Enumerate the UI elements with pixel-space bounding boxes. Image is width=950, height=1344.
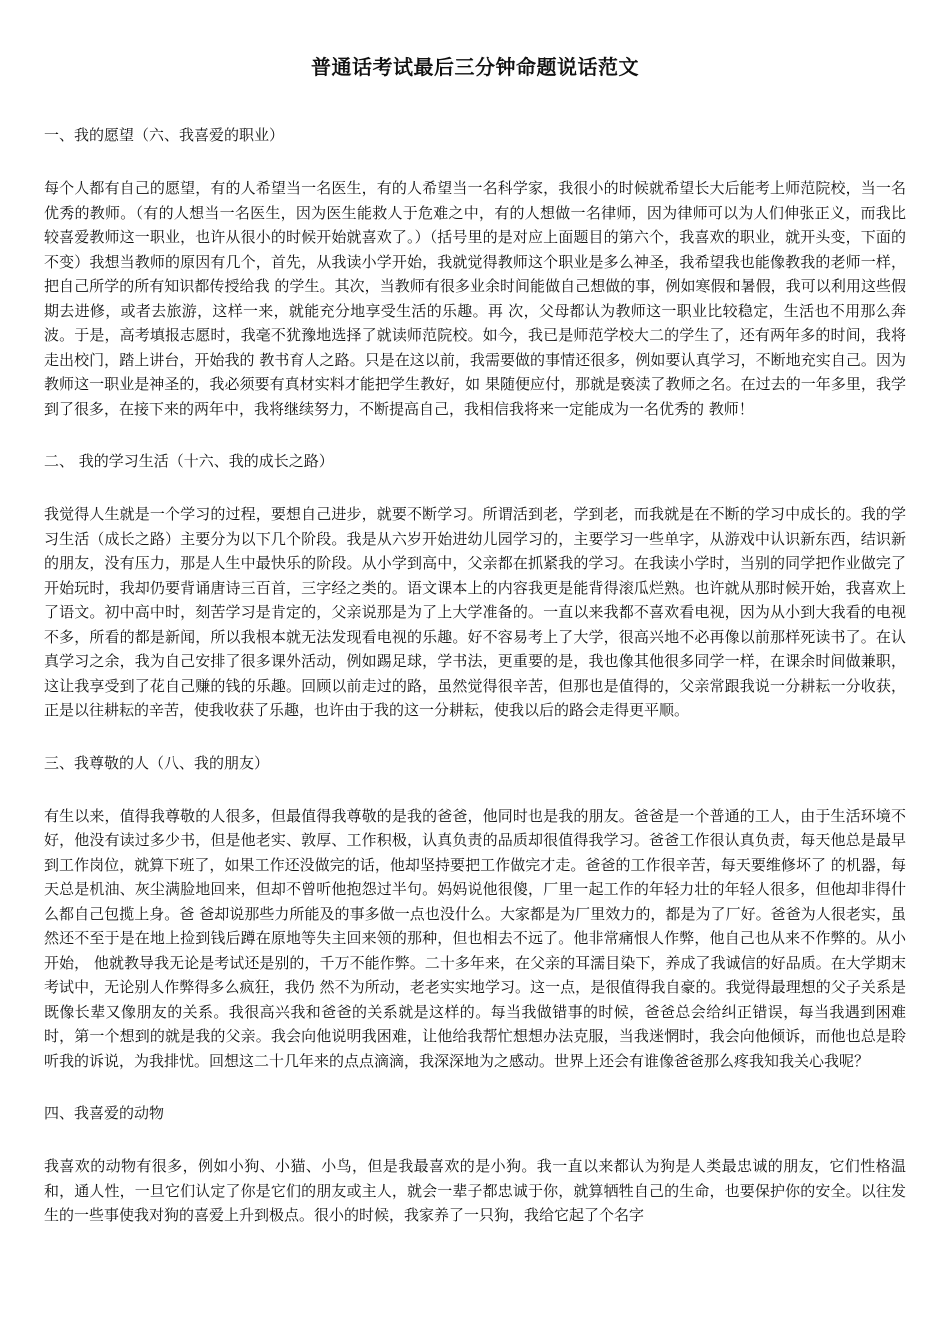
- section-heading: 三、我尊敬的人（八、我的朋友）: [44, 753, 270, 772]
- section-body: 每个人都有自己的愿望，有的人希望当一名医生，有的人希望当一名科学家，我很小的时候就希望长大后能考上师范院校，当一名优秀的教师。（有的人想当一名医生，因为医生能救人于危难之中，有的人想做一名律师，因为律师可以为人们伸张正义，而我比较喜爱教师这一职业，也许从很小的时候开始就喜欢了。）（括号里的是对应上面题目的第六个，我喜欢的职业，就开头变，下面的不变）我想当教师的原因有几个，首先，从我读小学开始，我就觉得教师这个职业是多么神圣，我希望我也能像教我的老师一样，把自己所学的所有知识都传授给我 的学生。其次，当教师有很多业余时间能做自己想做的事，例如寒假和暑假，我可以利用这些假期去进修，或者去旅游，这样一来，就能充分地享受生活的乐趣。再 次，父母都认为教师这一职业比较稳定，生活也不用那么奔波。于是，高考填报志愿时，我毫不犹豫地选择了就读师范院校。如今，我已是师范学校大二的学生了，还有两年多的时间，我将走出校门，踏上讲台，开始我的 教书育人之路。只是在这以前，我需要做的事情还很多，例如要认真学习，不断地充实自己。因为教师这一职业是神圣的，我必须要有真材实料才能把学生教好，如 果随便应付，那就是亵渎了教师之名。在过去的一年多里，我学到了很多，在接下来的两年中，我将继续努力，不断提高自己，我相信我将来一定能成为一名优秀的 教师！: [44, 179, 906, 418]
- section-study-life: [44, 449, 906, 723]
- section-body: 我觉得人生就是一个学习的过程，要想自己进步，就要不断学习。所谓活到老，学到老，而我就是在不断的学习中成长的。我的学习生活（成长之路）主要分为以下几个阶段。我是从六岁开始进幼儿园学习的，主要学习一些单字，从游戏中认识新东西，结识新的朋友，没有压力，那是人生中最快乐的阶段。从小学到高中，父亲都在抓紧我的学习。在我读小学时，当别的同学把作业做完了开始玩时，我却仍要背诵唐诗三百首，三字经之类的。语文课本上的内容我更是能背得滚瓜烂熟。也许就从那时候开始，我喜欢上了语文。初中高中时，刻苦学习是肯定的，父亲说那是为了上大学准备的。一直以来我都不喜欢看电视，因为从小到大我看的电视不多，所看的都是新闻，所以我根本就无法发现看电视的乐趣。好不容易考上了大学，很高兴地不必再像以前那样死读书了。在认真学习之余，我为自己安排了很多课外活动，例如踢足球，学书法，更重要的是，我也像其他很多同学一样，在课余时间做兼职，这让我享受到了花自己赚的钱的乐趣。回顾以前走过的路，虽然觉得很辛苦，但那也是值得的，父亲常跟我说一分耕耘一分收获，正是以往耕耘的辛苦，使我收获了乐趣，也许由于我的这一分耕耘，使我以后的路会走得更平顺。: [44, 505, 906, 719]
- section-heading: 四、我喜爱的动物: [44, 1104, 165, 1122]
- section-my-wish: [44, 123, 906, 421]
- document-title: 普通话考试最后三分钟命题说话范文: [311, 55, 639, 79]
- section-heading: 一、我的愿望（六、我喜爱的职业）: [44, 126, 285, 144]
- section-body: 我喜欢的动物有很多，例如小狗、小猫、小鸟，但是我最喜欢的是小狗。我一直以来都认为狗是人类最忠诚的朋友，它们性格温和，通人性，一旦它们认定了你是它们的朋友或主人，就会一辈子都忠诚于你，就算牺牲自己的生命，也要保护你的安全。以往发生的一些事使我对狗的喜爱上升到极点。很小的时候，我家养了一只狗，我给它起了个名字: [44, 1157, 906, 1224]
- section-favorite-animal: [44, 1101, 906, 1228]
- section-heading: 二、 我的学习生活（十六、我的成长之路）: [44, 452, 334, 470]
- section-respected-person: [44, 751, 906, 1074]
- section-body: 有生以来，值得我尊敬的人很多，但最值得我尊敬的是我的爸爸，他同时也是我的朋友。爸爸是一个普通的工人，由于生活环境不好，他没有读过多少书，但是他老实、敦厚、工作积极，认真负责的品质却很值得我学习。爸爸工作很认真负责，每天他总是最早到工作岗位，就算下班了，如果工作还没做完的话，他却坚持要把工作做完才走。爸爸的工作很辛苦，每天要维修坏了 的机器，每天总是机油、灰尘满脸地回来，但却不曾听他抱怨过半句。妈妈说他很傻，厂里一起工作的年轻力壮的年轻人很多，但他却非得什么都自己包揽上身。爸 爸却说那些力所能及的事多做一点也没什么。大家都是为厂里效力的，都是为了厂好。爸爸为人很老实，虽然还不至于是在地上捡到钱后蹲在原地等失主回来领的那种，但也相去不远了。他非常痛恨人作弊，他自己也从来不作弊的。从小开始， 他就教导我无论是考试还是别的，千万不能作弊。二十多年来，在父亲的耳濡目染下，养成了我诚信的好品质。在大学期末考试中，无论别人作弊得多么疯狂，我仍 然不为所动，老老实实地学习。这一点，是很值得我自豪的。我觉得最理想的父子关系是既像长辈又像朋友的关系。我很高兴我和爸爸的关系就是这样的。每当我做错事的时候，爸爸总会给纠正错误，每当我遇到困难 时，第一个想到的就是我的父亲。我会向他说明我困难，让他给我帮忙想想办法克服，当我迷惘时，我会向他倾诉，而他也总是聆听我的诉说，为我排忧。回想这二十几年来的点点滴滴，我深深地为之感动。世界上还会有谁像爸爸那么疼我知我关心我呢？: [44, 806, 906, 1070]
